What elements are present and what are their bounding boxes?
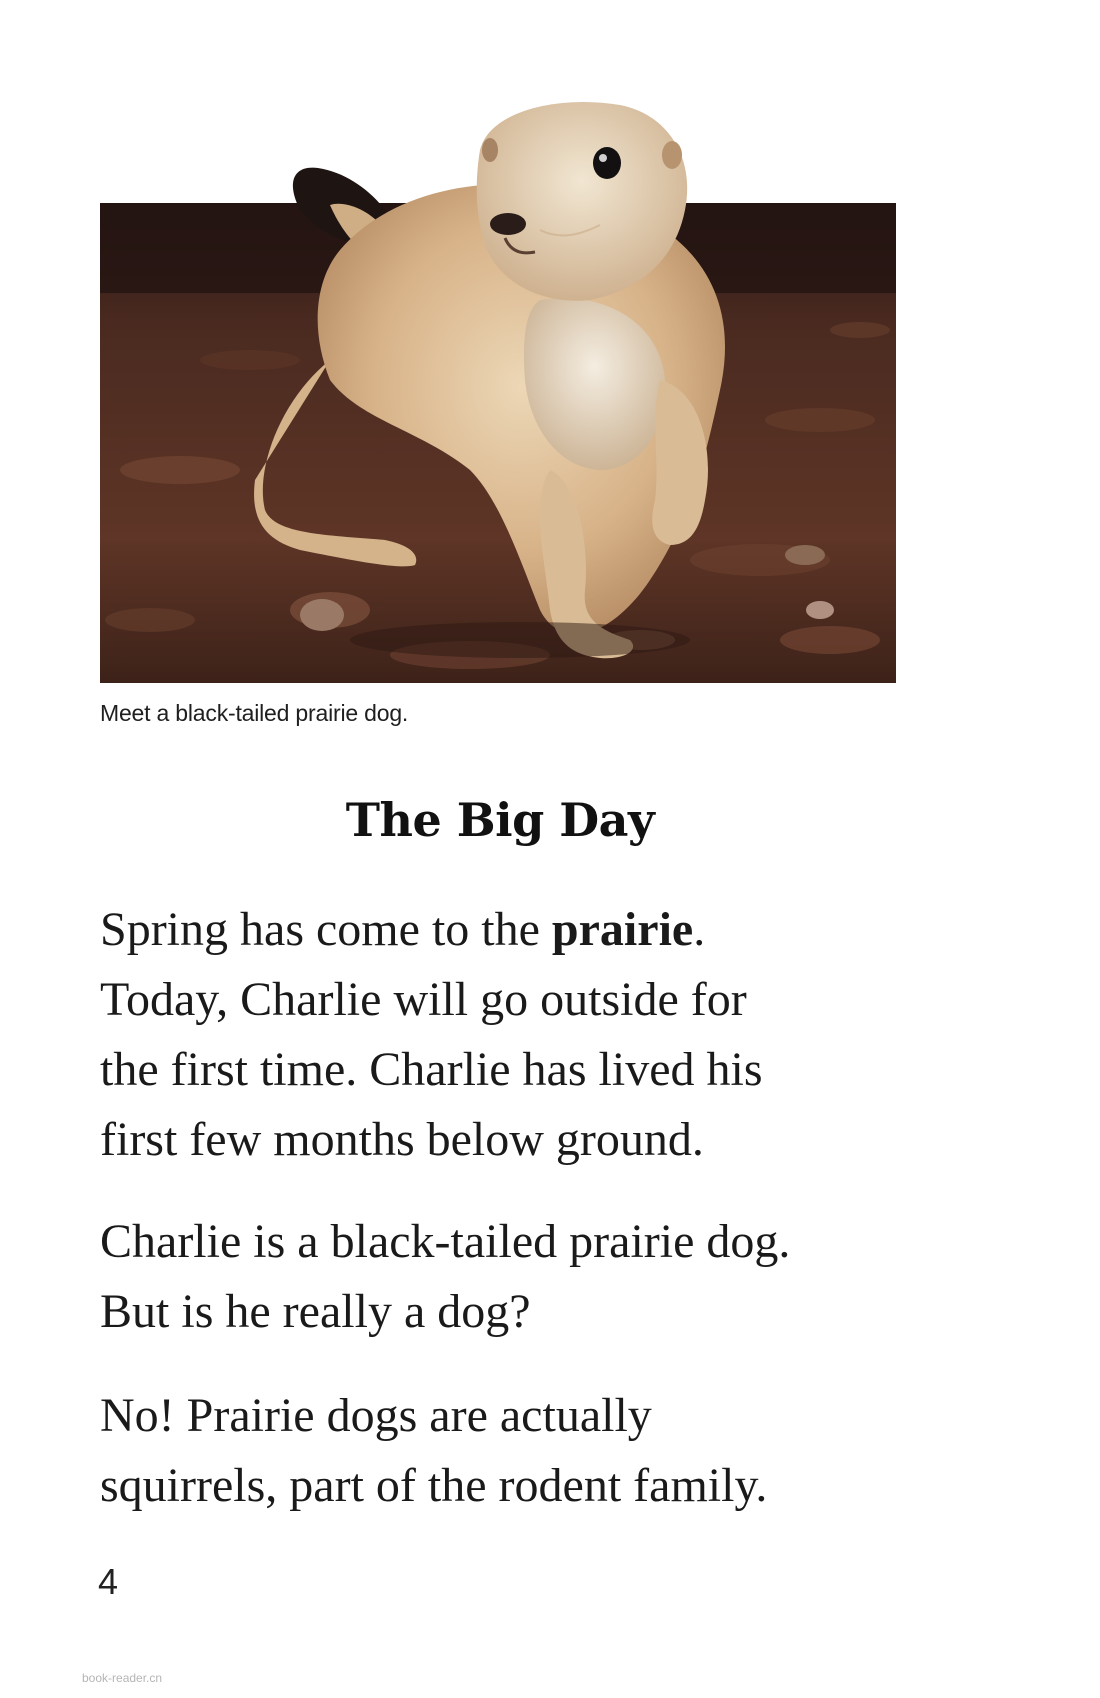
vocabulary-word-prairie: prairie xyxy=(551,903,694,956)
photo-caption: Meet a black-tailed prairie dog. xyxy=(100,700,409,726)
text-line: Spring has come to the prairie. xyxy=(100,903,706,956)
text-line: Charlie is a black-tailed prairie dog. xyxy=(100,1215,791,1268)
text-line: No! Prairie dogs are actually xyxy=(100,1389,652,1442)
watermark: book-reader.cn xyxy=(82,1671,163,1685)
paragraph-rodent xyxy=(100,1381,980,1521)
text-line: Today, Charlie will go outside for xyxy=(100,973,747,1026)
text-line: first few months below ground. xyxy=(100,1113,704,1166)
prairie-dog-image xyxy=(0,0,1100,700)
chapter-title: The Big Day xyxy=(345,793,655,847)
text-line: the first time. Charlie has lived his xyxy=(100,1043,763,1096)
text-line: squirrels, part of the rodent family. xyxy=(100,1459,768,1512)
page-number: 4 xyxy=(98,1561,119,1602)
paragraph-spring xyxy=(100,895,980,1175)
prairie-dog-photo xyxy=(0,0,1100,700)
text-line: But is he really a dog? xyxy=(100,1285,531,1338)
paragraph-charlie xyxy=(100,1207,980,1347)
